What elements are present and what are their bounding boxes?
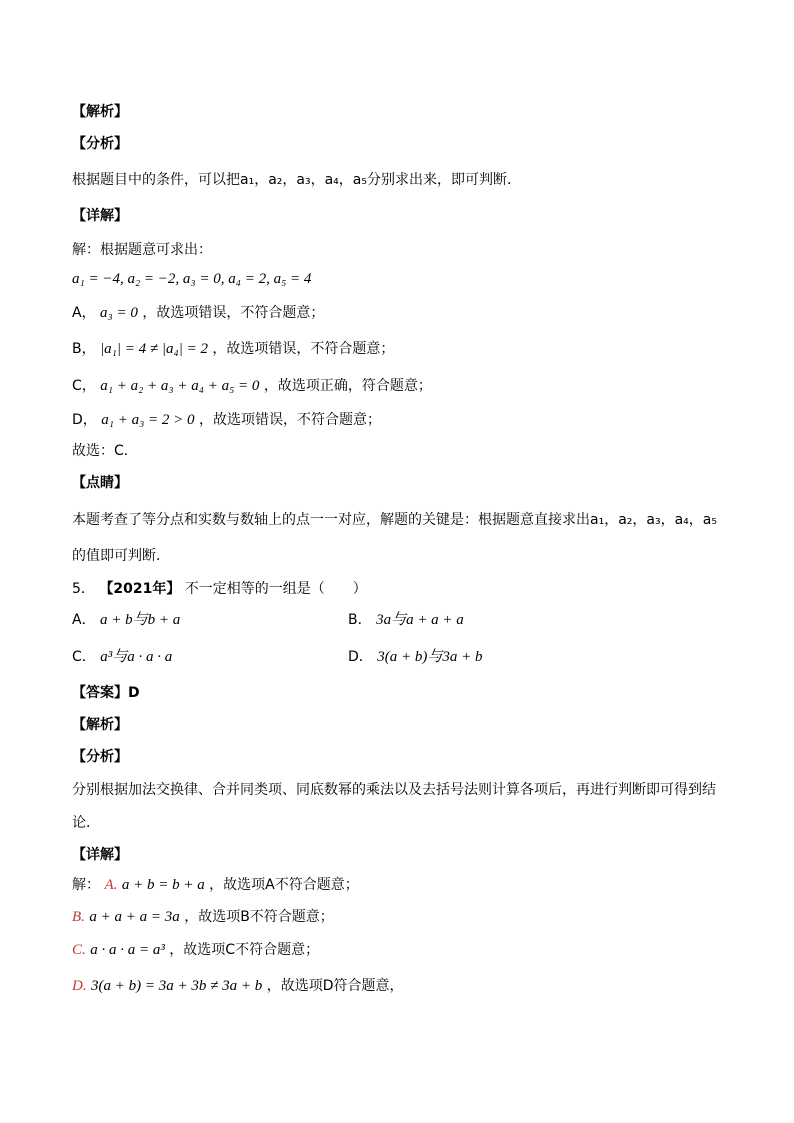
- q5-option-a-label: A．: [72, 612, 96, 628]
- q5-option-b-formula: 3a与a + a + a: [376, 612, 464, 628]
- q5-jiexi-heading: 【解析】: [72, 717, 128, 733]
- section-xiangjie-heading: 【详解】: [72, 208, 128, 224]
- q5-xiangjie-heading: 【详解】: [72, 847, 128, 863]
- q5-fenxi-heading: 【分析】: [72, 749, 128, 765]
- q4-option-b-line: [72, 340, 394, 358]
- option-d-label: D，: [72, 412, 97, 428]
- q5-option-c: [72, 648, 172, 666]
- q4-option-c-line: [72, 377, 432, 395]
- option-c-verdict: ，故选项正确，符合题意；: [263, 378, 432, 394]
- q4-values-formula: a₁ = −4, a₂ = −2, a₃ = 0, a₄ = 2, a₅ = 4: [72, 271, 312, 287]
- q5-solution-b-formula: a + a + a = 3a: [89, 909, 180, 925]
- q4-option-a-line: [72, 304, 324, 322]
- option-a-verdict: ，故选项错误，不符合题意；: [142, 305, 325, 321]
- q5-analysis-line-1: 分别根据加法交换律、合并同类项、同底数幂的乘法以及去括号法则计算各项后，再进行判断即可得到结: [72, 782, 716, 798]
- q5-solution-d-label: D.: [72, 978, 87, 994]
- q4-option-d-line: [72, 411, 381, 429]
- q5-option-a-formula: a + b与b + a: [100, 612, 181, 628]
- q4-comment-line-2: 的值即可判断．: [72, 548, 170, 564]
- q5-solution-a-verdict: ，故选项A不符合题意；: [209, 877, 359, 893]
- section-fenxi-heading: 【分析】: [72, 136, 128, 152]
- q5-solution-c: [72, 941, 319, 959]
- q4-comment-line-1: 本题考查了等分点和实数与数轴上的点一一对应，解题的关键是：根据题意直接求出a₁，a₂，a₃，a₄，a₅: [72, 512, 717, 528]
- option-c-formula: a₁ + a₂ + a₃ + a₄ + a₅ = 0: [100, 378, 260, 394]
- q5-option-d-label: D．: [348, 649, 373, 665]
- q5-year-tag: 【2021年】: [99, 581, 181, 597]
- q5-solution-d-verdict: ，故选项D符合题意，: [266, 978, 404, 994]
- option-c-label: C，: [72, 378, 96, 394]
- option-b-formula: |a₁| = 4 ≠ |a₄| = 2: [100, 341, 208, 357]
- q5-option-b-label: B．: [348, 612, 372, 628]
- q5-solution-d-formula: 3(a + b) = 3a + 3b ≠ 3a + b: [91, 978, 263, 994]
- q5-stem: 不一定相等的一组是（ ）: [184, 581, 367, 597]
- q5-solution-a: [72, 876, 359, 894]
- q5-solution-prefix: 解：: [72, 877, 100, 893]
- q5-option-a: [72, 611, 180, 629]
- option-d-verdict: ，故选项错误，不符合题意；: [198, 412, 381, 428]
- q5-solution-a-label: A.: [104, 877, 118, 893]
- q5-answer: 【答案】D: [72, 685, 140, 701]
- q5-solution-b: [72, 908, 334, 926]
- q5-solution-d: [72, 977, 404, 995]
- option-a-label: A，: [72, 305, 96, 321]
- q5-option-c-label: C．: [72, 649, 96, 665]
- option-b-verdict: ，故选项错误，不符合题意；: [212, 341, 395, 357]
- q5-solution-b-label: B.: [72, 909, 85, 925]
- q5-solution-a-formula: a + b = b + a: [121, 877, 205, 893]
- option-a-formula: a₃ = 0: [100, 305, 138, 321]
- q5-solution-c-label: C.: [72, 942, 86, 958]
- q5-solution-c-formula: a · a · a = a³: [90, 942, 165, 958]
- q5-stem-line: [72, 580, 367, 598]
- q4-solution-intro: 解：根据题意可求出：: [72, 242, 212, 258]
- q5-option-c-formula: a³与a · a · a: [100, 649, 173, 665]
- option-b-label: B，: [72, 341, 96, 357]
- q4-choice: 故选：C．: [72, 443, 138, 459]
- q5-analysis-line-2: 论．: [72, 815, 100, 831]
- q5-number: 5．: [72, 581, 95, 597]
- section-jiexi-heading: 【解析】: [72, 104, 128, 120]
- section-dianjing-heading: 【点睛】: [72, 475, 128, 491]
- q5-solution-b-verdict: ，故选项B不符合题意；: [184, 909, 334, 925]
- option-d-formula: a₁ + a₃ = 2 > 0: [101, 412, 195, 428]
- q5-option-b: [348, 611, 464, 629]
- q5-solution-c-verdict: ，故选项C不符合题意；: [169, 942, 320, 958]
- q4-analysis-text: 根据题目中的条件，可以把a₁，a₂，a₃，a₄，a₅分别求出来，即可判断．: [72, 172, 521, 188]
- q5-option-d-formula: 3(a + b)与3a + b: [377, 649, 483, 665]
- q5-option-d: [348, 648, 482, 666]
